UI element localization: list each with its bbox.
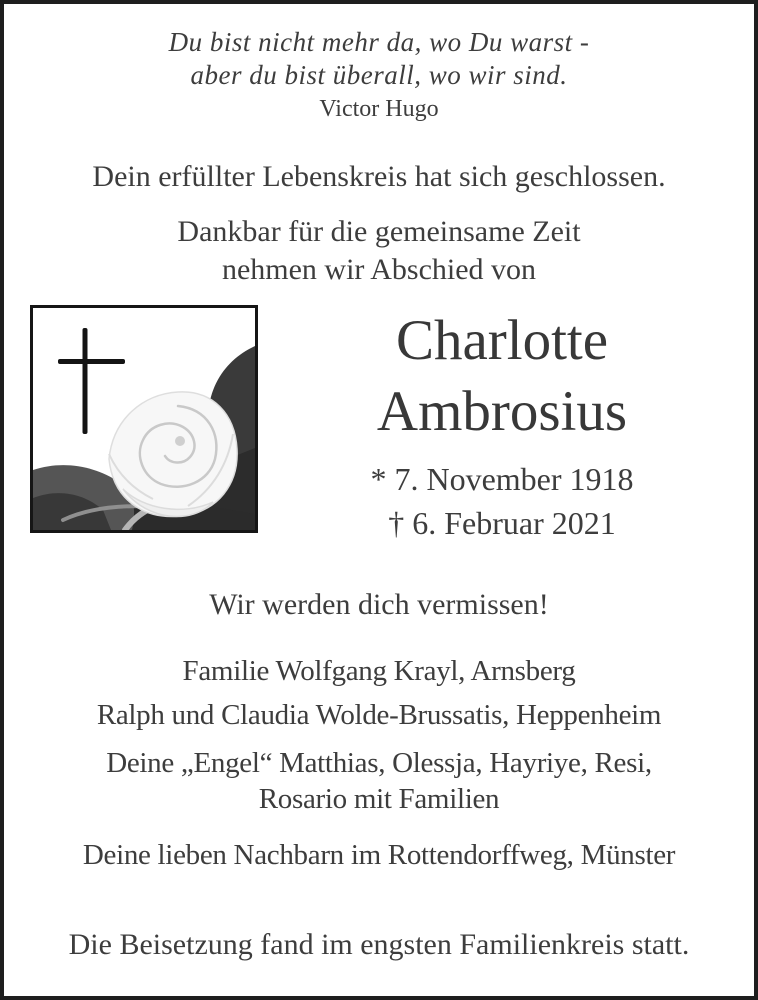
quote-attribution: Victor Hugo (319, 96, 439, 122)
deceased-last-name: Ambrosius (376, 380, 628, 443)
missing-line: Wir werden dich vermissen! (209, 588, 549, 621)
farewell-line-2: nehmen wir Abschied von (221, 253, 537, 286)
intro-line: Dein erfüllter Lebenskreis hat sich geschlossen. (92, 160, 666, 193)
quote-line-2: aber du bist überall, wo wir sind. (190, 60, 568, 90)
quote-line-1: Du bist nicht mehr da, wo Du warst - (168, 27, 590, 57)
deceased-first-name: Charlotte (395, 309, 609, 372)
death-date-line: † 6. Februar 2021 (388, 505, 616, 541)
life-dates (258, 457, 746, 545)
mourner-line: Ralph und Claudia Wolde-Brussatis, Heppenheim (96, 699, 662, 731)
mourner-group (4, 745, 754, 817)
memorial-quote (4, 4, 754, 92)
deceased-name-block (258, 305, 746, 545)
memorial-photo (30, 305, 258, 533)
mourner-line: Deine „Engel“ Matthias, Olessja, Hayriye, Resi, (106, 747, 652, 779)
farewell-line-1: Dankbar für die gemeinsame Zeit (177, 215, 581, 248)
farewell-lines (4, 213, 754, 289)
mourners-list (4, 653, 754, 873)
mourner-line: Rosario mit Familien (258, 783, 500, 815)
closing-line: Die Beisetzung fand im engsten Familienkreis statt. (68, 928, 690, 961)
mourner-line: Deine lieben Nachbarn im Rottendorffweg, Münster (82, 839, 676, 871)
cross-and-rose-graphic (33, 308, 255, 530)
mourner-line: Familie Wolfgang Krayl, Arnsberg (182, 655, 576, 687)
photo-and-name-row (4, 305, 754, 545)
birth-date-line: * 7. November 1918 (370, 461, 634, 497)
